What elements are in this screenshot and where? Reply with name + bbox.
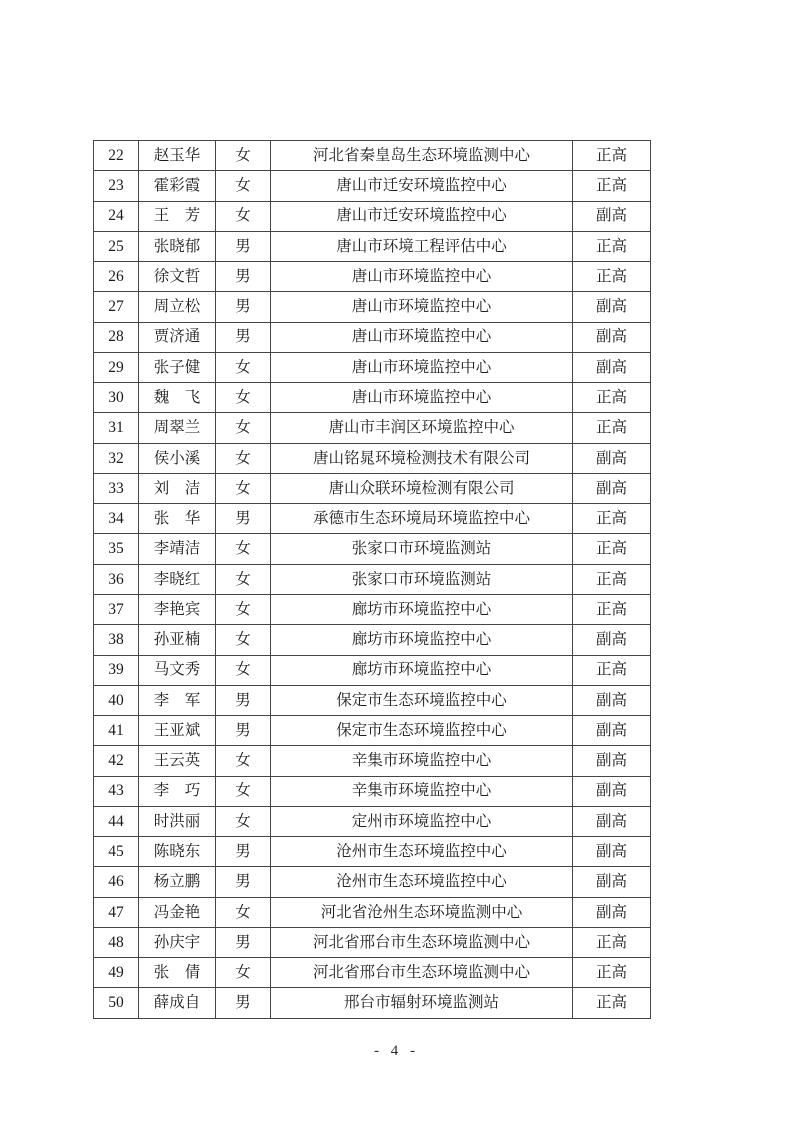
cell-title-rank: 副高 xyxy=(573,867,651,897)
cell-organization: 廊坊市环境监控中心 xyxy=(271,594,573,624)
cell-person-name: 薛成自 xyxy=(139,988,216,1019)
cell-title-rank: 正高 xyxy=(573,171,651,201)
cell-gender: 女 xyxy=(216,564,271,594)
cell-row-number: 46 xyxy=(94,867,139,897)
cell-person-name: 孙亚楠 xyxy=(139,625,216,655)
cell-title-rank: 正高 xyxy=(573,564,651,594)
cell-row-number: 35 xyxy=(94,534,139,564)
cell-gender: 男 xyxy=(216,292,271,322)
table-row xyxy=(94,292,651,322)
cell-row-number: 31 xyxy=(94,413,139,443)
cell-organization: 唐山市环境监控中心 xyxy=(271,352,573,382)
table-row xyxy=(94,655,651,685)
cell-person-name: 张晓郁 xyxy=(139,231,216,261)
cell-title-rank: 副高 xyxy=(573,473,651,503)
table-row xyxy=(94,806,651,836)
cell-person-name: 李晓红 xyxy=(139,564,216,594)
cell-title-rank: 正高 xyxy=(573,504,651,534)
cell-row-number: 32 xyxy=(94,443,139,473)
cell-gender: 女 xyxy=(216,141,271,171)
cell-organization: 定州市环境监控中心 xyxy=(271,806,573,836)
table-row xyxy=(94,897,651,927)
table-row xyxy=(94,746,651,776)
cell-gender: 女 xyxy=(216,534,271,564)
cell-person-name: 孙庆宇 xyxy=(139,927,216,957)
cell-row-number: 40 xyxy=(94,685,139,715)
cell-organization: 唐山市环境工程评估中心 xyxy=(271,231,573,261)
cell-title-rank: 副高 xyxy=(573,746,651,776)
cell-title-rank: 正高 xyxy=(573,383,651,413)
cell-title-rank: 副高 xyxy=(573,322,651,352)
cell-gender: 女 xyxy=(216,594,271,624)
cell-person-name: 王亚斌 xyxy=(139,716,216,746)
cell-person-name: 时洪丽 xyxy=(139,806,216,836)
table-row xyxy=(94,867,651,897)
cell-organization: 廊坊市环境监控中心 xyxy=(271,655,573,685)
cell-row-number: 39 xyxy=(94,655,139,685)
cell-gender: 女 xyxy=(216,806,271,836)
cell-person-name: 李靖洁 xyxy=(139,534,216,564)
cell-organization: 唐山铭晁环境检测技术有限公司 xyxy=(271,443,573,473)
table-row xyxy=(94,958,651,988)
cell-title-rank: 副高 xyxy=(573,837,651,867)
cell-organization: 唐山市迁安环境监控中心 xyxy=(271,171,573,201)
cell-person-name: 李 巧 xyxy=(139,776,216,806)
cell-title-rank: 副高 xyxy=(573,897,651,927)
page-number: - 4 - xyxy=(374,1043,419,1059)
cell-gender: 男 xyxy=(216,322,271,352)
cell-gender: 女 xyxy=(216,625,271,655)
cell-person-name: 张 倩 xyxy=(139,958,216,988)
cell-gender: 女 xyxy=(216,413,271,443)
cell-gender: 男 xyxy=(216,504,271,534)
cell-organization: 唐山众联环境检测有限公司 xyxy=(271,473,573,503)
cell-row-number: 50 xyxy=(94,988,139,1019)
cell-gender: 女 xyxy=(216,958,271,988)
table-row xyxy=(94,352,651,382)
cell-row-number: 44 xyxy=(94,806,139,836)
table-row xyxy=(94,413,651,443)
cell-title-rank: 正高 xyxy=(573,262,651,292)
cell-title-rank: 副高 xyxy=(573,201,651,231)
cell-gender: 男 xyxy=(216,927,271,957)
table-row xyxy=(94,716,651,746)
cell-organization: 河北省邢台市生态环境监测中心 xyxy=(271,958,573,988)
cell-title-rank: 正高 xyxy=(573,927,651,957)
cell-row-number: 24 xyxy=(94,201,139,231)
cell-person-name: 杨立鹏 xyxy=(139,867,216,897)
table-row xyxy=(94,504,651,534)
cell-organization: 辛集市环境监控中心 xyxy=(271,776,573,806)
cell-gender: 男 xyxy=(216,837,271,867)
cell-title-rank: 副高 xyxy=(573,352,651,382)
cell-gender: 女 xyxy=(216,383,271,413)
cell-row-number: 37 xyxy=(94,594,139,624)
cell-title-rank: 副高 xyxy=(573,625,651,655)
cell-row-number: 49 xyxy=(94,958,139,988)
cell-organization: 河北省邢台市生态环境监测中心 xyxy=(271,927,573,957)
cell-title-rank: 正高 xyxy=(573,594,651,624)
table-row xyxy=(94,534,651,564)
cell-row-number: 47 xyxy=(94,897,139,927)
cell-person-name: 魏 飞 xyxy=(139,383,216,413)
personnel-roster-table-body xyxy=(94,141,651,1019)
table-row xyxy=(94,171,651,201)
table-row xyxy=(94,685,651,715)
cell-title-rank: 副高 xyxy=(573,292,651,322)
cell-person-name: 李艳宾 xyxy=(139,594,216,624)
cell-row-number: 29 xyxy=(94,352,139,382)
cell-row-number: 28 xyxy=(94,322,139,352)
cell-person-name: 赵玉华 xyxy=(139,141,216,171)
cell-title-rank: 正高 xyxy=(573,988,651,1019)
cell-row-number: 43 xyxy=(94,776,139,806)
cell-gender: 女 xyxy=(216,352,271,382)
table-row xyxy=(94,231,651,261)
cell-gender: 男 xyxy=(216,231,271,261)
cell-title-rank: 正高 xyxy=(573,231,651,261)
cell-row-number: 45 xyxy=(94,837,139,867)
cell-organization: 邢台市辐射环境监测站 xyxy=(271,988,573,1019)
cell-row-number: 41 xyxy=(94,716,139,746)
cell-organization: 辛集市环境监控中心 xyxy=(271,746,573,776)
cell-person-name: 陈晓东 xyxy=(139,837,216,867)
cell-title-rank: 副高 xyxy=(573,685,651,715)
cell-row-number: 33 xyxy=(94,473,139,503)
table-row xyxy=(94,141,651,171)
cell-gender: 男 xyxy=(216,716,271,746)
cell-organization: 保定市生态环境监控中心 xyxy=(271,685,573,715)
cell-row-number: 26 xyxy=(94,262,139,292)
cell-organization: 唐山市环境监控中心 xyxy=(271,262,573,292)
table-row xyxy=(94,564,651,594)
cell-title-rank: 正高 xyxy=(573,141,651,171)
cell-row-number: 34 xyxy=(94,504,139,534)
cell-gender: 女 xyxy=(216,473,271,503)
cell-title-rank: 正高 xyxy=(573,534,651,564)
cell-person-name: 周立松 xyxy=(139,292,216,322)
cell-organization: 沧州市生态环境监控中心 xyxy=(271,837,573,867)
cell-row-number: 30 xyxy=(94,383,139,413)
cell-gender: 女 xyxy=(216,746,271,776)
cell-person-name: 贾济通 xyxy=(139,322,216,352)
table-row xyxy=(94,201,651,231)
cell-person-name: 王 芳 xyxy=(139,201,216,231)
cell-row-number: 42 xyxy=(94,746,139,776)
table-row xyxy=(94,262,651,292)
cell-person-name: 霍彩霞 xyxy=(139,171,216,201)
table-row xyxy=(94,988,651,1019)
cell-organization: 沧州市生态环境监控中心 xyxy=(271,867,573,897)
table-row xyxy=(94,383,651,413)
cell-row-number: 38 xyxy=(94,625,139,655)
cell-title-rank: 正高 xyxy=(573,655,651,685)
table-row xyxy=(94,322,651,352)
cell-person-name: 侯小溪 xyxy=(139,443,216,473)
cell-person-name: 张子健 xyxy=(139,352,216,382)
cell-row-number: 22 xyxy=(94,141,139,171)
cell-gender: 女 xyxy=(216,171,271,201)
cell-organization: 唐山市环境监控中心 xyxy=(271,322,573,352)
cell-organization: 河北省沧州生态环境监测中心 xyxy=(271,897,573,927)
cell-title-rank: 副高 xyxy=(573,776,651,806)
cell-row-number: 25 xyxy=(94,231,139,261)
cell-gender: 女 xyxy=(216,201,271,231)
cell-organization: 张家口市环境监测站 xyxy=(271,534,573,564)
cell-gender: 男 xyxy=(216,867,271,897)
cell-person-name: 张 华 xyxy=(139,504,216,534)
cell-person-name: 王云英 xyxy=(139,746,216,776)
cell-organization: 承德市生态环境局环境监控中心 xyxy=(271,504,573,534)
cell-row-number: 48 xyxy=(94,927,139,957)
personnel-roster-table xyxy=(93,140,651,1019)
cell-organization: 张家口市环境监测站 xyxy=(271,564,573,594)
cell-person-name: 李 军 xyxy=(139,685,216,715)
cell-gender: 男 xyxy=(216,988,271,1019)
cell-organization: 廊坊市环境监控中心 xyxy=(271,625,573,655)
cell-title-rank: 副高 xyxy=(573,806,651,836)
table-row xyxy=(94,473,651,503)
cell-gender: 女 xyxy=(216,776,271,806)
cell-organization: 唐山市环境监控中心 xyxy=(271,292,573,322)
cell-person-name: 周翠兰 xyxy=(139,413,216,443)
cell-person-name: 马文秀 xyxy=(139,655,216,685)
cell-title-rank: 副高 xyxy=(573,443,651,473)
table-row xyxy=(94,594,651,624)
table-row xyxy=(94,625,651,655)
cell-gender: 女 xyxy=(216,443,271,473)
cell-title-rank: 副高 xyxy=(573,716,651,746)
cell-row-number: 36 xyxy=(94,564,139,594)
cell-row-number: 23 xyxy=(94,171,139,201)
cell-organization: 唐山市丰润区环境监控中心 xyxy=(271,413,573,443)
cell-gender: 男 xyxy=(216,685,271,715)
cell-organization: 唐山市环境监控中心 xyxy=(271,383,573,413)
cell-organization: 唐山市迁安环境监控中心 xyxy=(271,201,573,231)
table-row xyxy=(94,776,651,806)
cell-title-rank: 正高 xyxy=(573,958,651,988)
cell-gender: 女 xyxy=(216,655,271,685)
cell-organization: 河北省秦皇岛生态环境监测中心 xyxy=(271,141,573,171)
table-row xyxy=(94,927,651,957)
cell-row-number: 27 xyxy=(94,292,139,322)
cell-gender: 男 xyxy=(216,262,271,292)
cell-person-name: 冯金艳 xyxy=(139,897,216,927)
cell-organization: 保定市生态环境监控中心 xyxy=(271,716,573,746)
table-row xyxy=(94,837,651,867)
cell-person-name: 刘 洁 xyxy=(139,473,216,503)
cell-gender: 女 xyxy=(216,897,271,927)
cell-person-name: 徐文哲 xyxy=(139,262,216,292)
table-row xyxy=(94,443,651,473)
cell-title-rank: 正高 xyxy=(573,413,651,443)
